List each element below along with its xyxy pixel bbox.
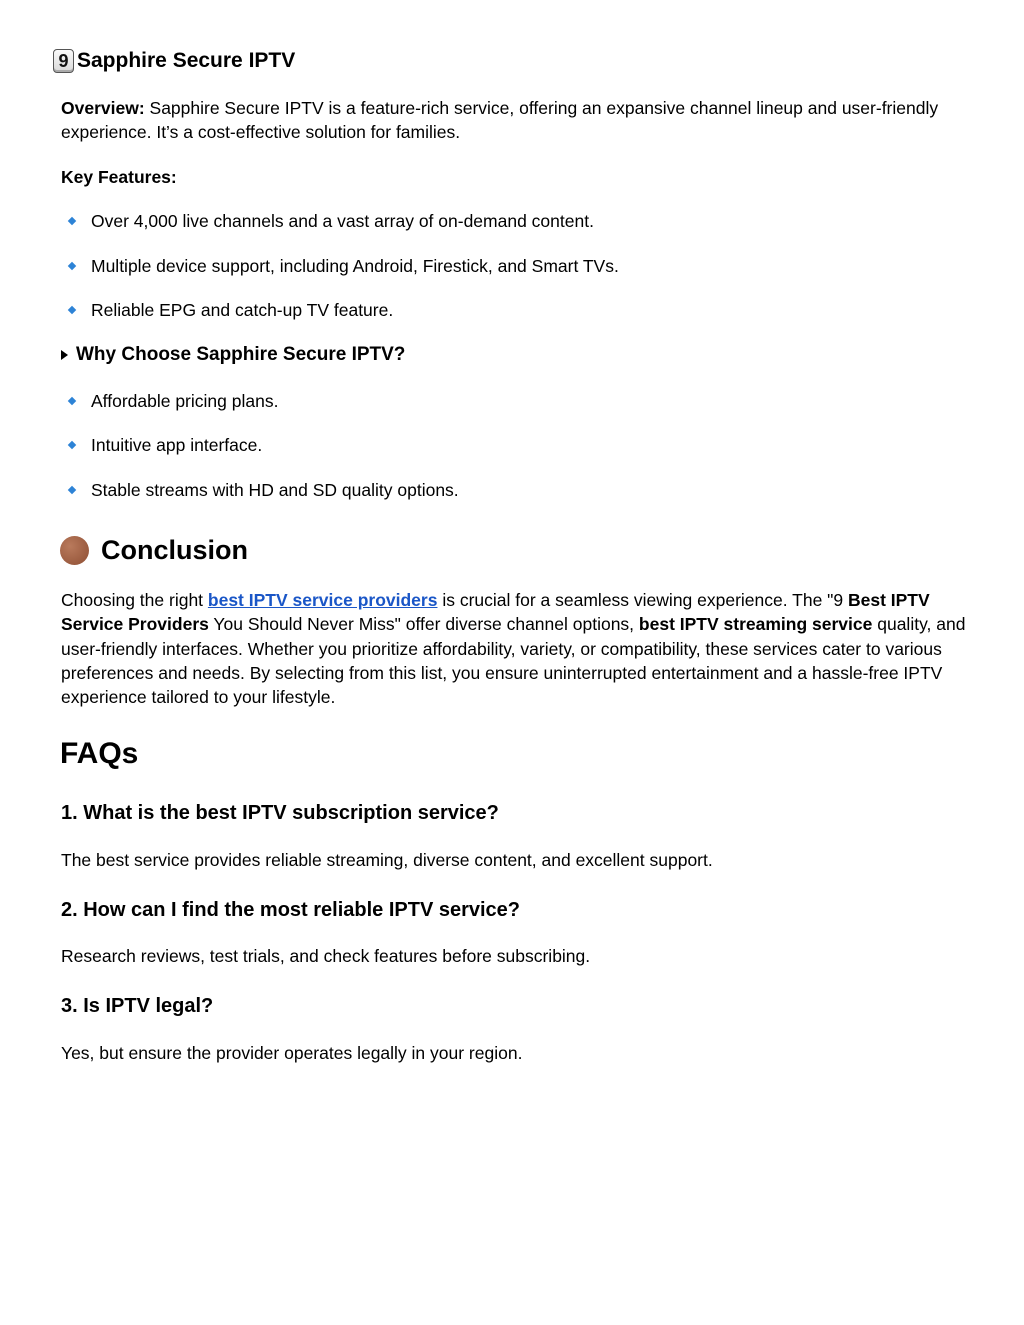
why-choose-text: Why Choose Sapphire Secure IPTV? (76, 344, 406, 365)
faq-answer: Yes, but ensure the provider operates legally in your region. (61, 1043, 523, 1063)
overview-label: Overview: (61, 98, 145, 118)
list-item-text: Over 4,000 live channels and a vast array of on-demand content. (91, 210, 594, 231)
conclusion-bold-text: Best IPTV Service Providers (61, 590, 930, 635)
conclusion-heading (60, 532, 248, 568)
list-item-text: Stable streams with HD and SD quality options. (91, 479, 459, 500)
section-title (53, 47, 295, 75)
blue-diamond-icon (68, 397, 76, 405)
list-item (66, 209, 594, 233)
section-title-text: Sapphire Secure IPTV (77, 49, 296, 72)
faq-question: 3. Is IPTV legal? (61, 995, 214, 1017)
faqs-heading: FAQs (60, 737, 139, 770)
list-item-text: Affordable pricing plans. (91, 390, 279, 411)
faq-answer: Research reviews, test trials, and check features before subscribing. (61, 946, 591, 966)
conclusion-heading-text: Conclusion (101, 534, 248, 565)
blue-diamond-icon (68, 486, 76, 494)
conclusion-text: is crucial for a seamless viewing experience. The "9 (437, 590, 848, 610)
triangle-right-icon (61, 350, 68, 360)
blue-diamond-icon (68, 217, 76, 225)
list-item (66, 254, 619, 278)
blue-diamond-icon (68, 262, 76, 270)
brown-circle-icon (60, 536, 89, 565)
conclusion-text: quality, and user-friendly interfaces. Whether you prioritize affordability, variety, or compatibility, these services cater to various preferences and needs. By selecting from this list, you ensure uninterrupted entertainment and a hassle-free IPTV experience tailored to your lifestyle. (61, 614, 966, 708)
overview-paragraph (61, 96, 961, 145)
keycap-nine-icon: 9 (53, 49, 74, 73)
faq-answer: The best service provides reliable streaming, diverse content, and excellent support. (61, 850, 713, 870)
conclusion-text: Choosing the right (61, 590, 208, 610)
list-item (66, 478, 459, 502)
best-iptv-providers-link[interactable]: best IPTV service providers (207, 590, 438, 610)
why-choose-heading (61, 342, 405, 368)
overview-text: Sapphire Secure IPTV is a feature-rich service, offering an expansive channel lineup and user-friendly experience. It’s a cost-effective solution for families. (61, 98, 939, 143)
faq-question: 2. How can I find the most reliable IPTV service? (61, 899, 521, 921)
conclusion-paragraph (61, 588, 966, 709)
list-item-text: Intuitive app interface. (91, 434, 263, 455)
key-features-label: Key Features: (61, 167, 177, 187)
list-item-text: Multiple device support, including Android, Firestick, and Smart TVs. (91, 255, 619, 276)
list-item (66, 389, 278, 413)
blue-diamond-icon (68, 441, 76, 449)
blue-diamond-icon (68, 306, 76, 314)
faq-question: 1. What is the best IPTV subscription service? (61, 802, 499, 824)
list-item (66, 433, 262, 457)
conclusion-text: You Should Never Miss" offer diverse channel options, (208, 614, 639, 635)
conclusion-bold-text: best IPTV streaming service (638, 614, 873, 635)
list-item-text: Reliable EPG and catch-up TV feature. (91, 299, 394, 320)
list-item (66, 298, 393, 322)
